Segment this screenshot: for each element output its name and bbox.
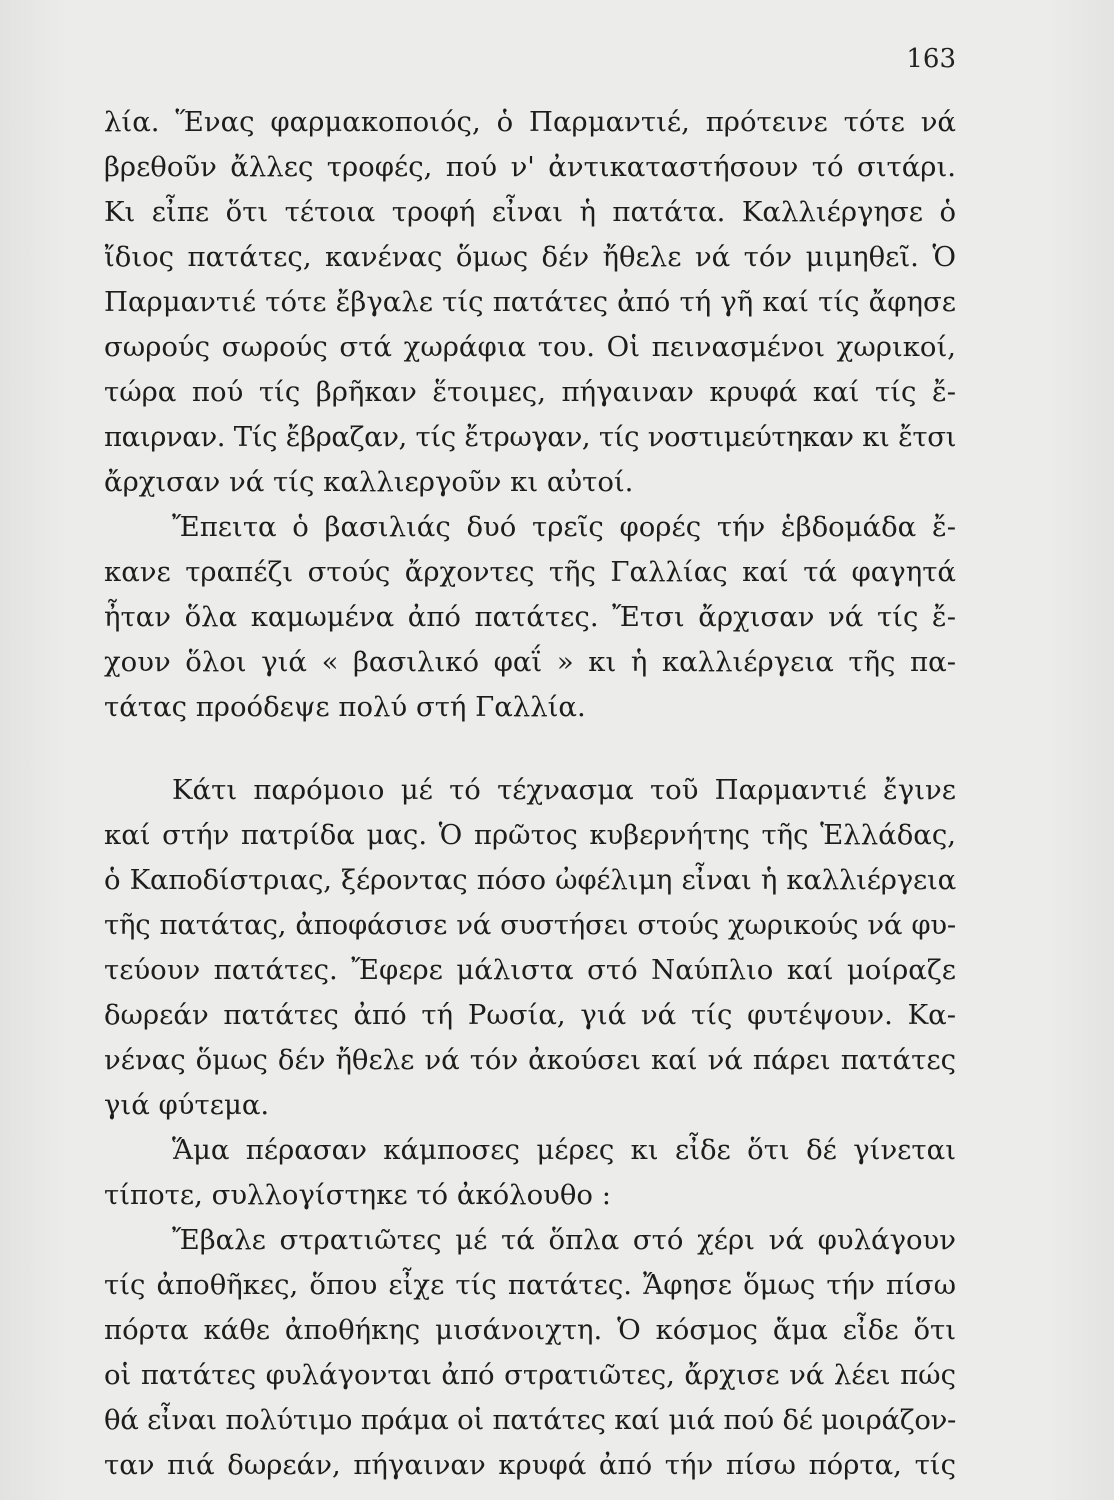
text-line: ἄρχισαν νά τίς καλλιεργοῦν κι αὐτοί. — [104, 466, 634, 498]
text-line: σωρούς σωρούς στά χωράφια του. Οἱ πεινασμένοι χωρικοί, — [104, 331, 956, 363]
text-line: Κι εἶπε ὅτι τέτοια τροφή εἶναι ἡ πατάτα. Καλλιέργησε ὁ — [104, 196, 956, 228]
paragraph-3 — [104, 768, 956, 1128]
text-line: καί στήν πατρίδα μας. Ὁ πρῶτος κυβερνήτης τῆς Ἑλλάδας, — [104, 819, 956, 851]
paragraph-4 — [104, 1128, 956, 1218]
text-line: Κάτι παρόμοιο μέ τό τέχνασμα τοῦ Παρμαντιέ ἔγινε — [172, 774, 956, 806]
body-text — [104, 100, 956, 1488]
text-line: θά εἶναι πολύτιμο πράμα οἱ πατάτες καί μιά πού δέ μοιράζον- — [104, 1404, 956, 1436]
text-line: οἱ πατάτες φυλάγονται ἀπό στρατιῶτες, ἄρχισε νά λέει πώς — [104, 1359, 956, 1391]
text-line: λία. Ἕνας φαρμακοποιός, ὁ Παρμαντιέ, πρότεινε τότε νά — [104, 106, 956, 138]
text-line: Ἔβαλε στρατιῶτες μέ τά ὅπλα στό χέρι νά φυλάγουν — [172, 1224, 956, 1256]
text-line: τεύουν πατάτες. Ἔφερε μάλιστα στό Ναύπλιο καί μοίραζε — [104, 954, 956, 986]
text-line: γιά φύτεμα. — [104, 1089, 270, 1121]
text-line: τῆς πατάτας, ἀποφάσισε νά συστήσει στούς χωρικούς νά φυ- — [104, 909, 956, 941]
paragraph-5 — [104, 1218, 956, 1488]
text-line: ταν πιά δωρεάν, πήγαιναν κρυφά ἀπό τήν πίσω πόρτα, τίς — [104, 1449, 956, 1481]
text-line: βρεθοῦν ἄλλες τροφές, πού ν' ἀντικαταστήσουν τό σιτάρι. — [104, 151, 956, 183]
text-line: ἴδιος πατάτες, κανένας ὅμως δέν ἤθελε νά τόν μιμηθεῖ. Ὁ — [104, 241, 956, 273]
paragraph-2 — [104, 505, 956, 730]
text-line: χουν ὅλοι γιά « βασιλικό φαΐ » κι ἡ καλλιέργεια τῆς πα- — [104, 646, 956, 678]
paragraph-1 — [104, 100, 956, 505]
text-line: τώρα πού τίς βρῆκαν ἕτοιμες, πήγαιναν κρυφά καί τίς ἔ- — [104, 376, 956, 408]
text-line: δωρεάν πατάτες ἀπό τή Ρωσία, γιά νά τίς φυτέψουν. Κα- — [104, 999, 956, 1031]
text-line: παιρναν. Τίς ἔβραζαν, τίς ἔτρωγαν, τίς νοστιμεύτηκαν κι ἔτσι — [104, 421, 956, 453]
text-line: κανε τραπέζι στούς ἄρχοντες τῆς Γαλλίας καί τά φαγητά — [104, 556, 956, 588]
text-line: πόρτα κάθε ἀποθήκης μισάνοιχτη. Ὁ κόσμος ἅμα εἶδε ὅτι — [104, 1314, 956, 1346]
text-line: τάτας προόδεψε πολύ στή Γαλλία. — [104, 691, 586, 723]
text-line: Ἅμα πέρασαν κάμποσες μέρες κι εἶδε ὅτι δέ γίνεται — [172, 1134, 956, 1166]
text-line: νένας ὅμως δέν ἤθελε νά τόν ἀκούσει καί νά πάρει πατάτες — [104, 1044, 956, 1076]
text-line: ὁ Καποδίστριας, ξέροντας πόσο ὠφέλιμη εἶναι ἡ καλλιέργεια — [104, 864, 956, 896]
text-line: Ἔπειτα ὁ βασιλιάς δυό τρεῖς φορές τήν ἑβδομάδα ἔ- — [172, 511, 956, 543]
page-number: 163 — [906, 44, 956, 74]
text-line: ἦταν ὅλα καμωμένα ἀπό πατάτες. Ἔτσι ἄρχισαν νά τίς ἔ- — [104, 601, 956, 633]
text-line: τίποτε, συλλογίστηκε τό ἀκόλουθο : — [104, 1179, 611, 1211]
text-line: Παρμαντιέ τότε ἔβγαλε τίς πατάτες ἀπό τή γῆ καί τίς ἄφησε — [104, 286, 956, 318]
text-line: τίς ἀποθῆκες, ὅπου εἶχε τίς πατάτες. Ἄφησε ὅμως τήν πίσω — [104, 1269, 956, 1301]
